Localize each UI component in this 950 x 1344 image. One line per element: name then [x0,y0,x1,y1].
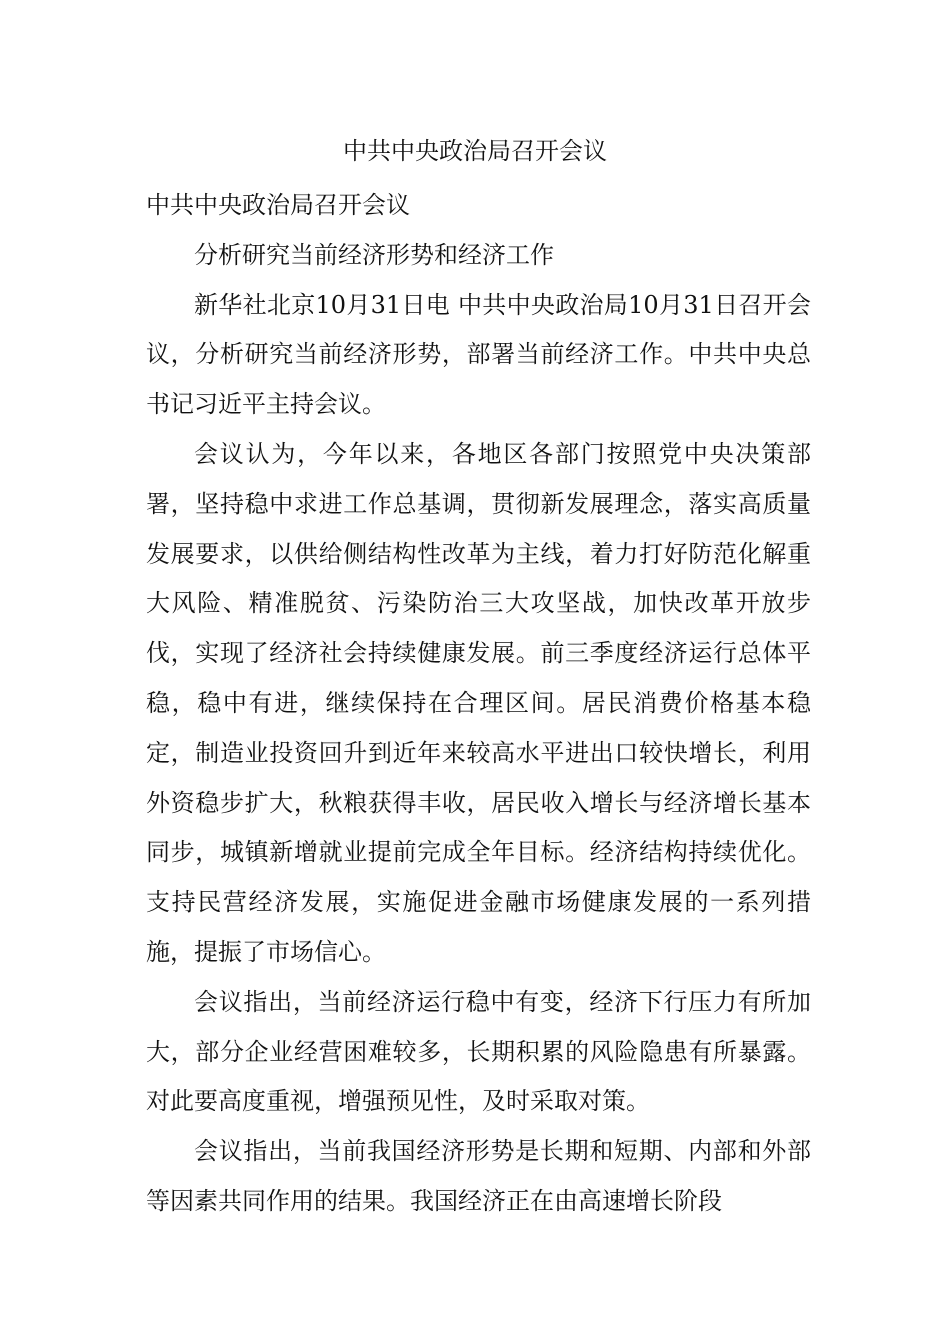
document-body [146,181,811,1227]
paragraph-economic-review: 会议认为，今年以来，各地区各部门按照党中央决策部署，坚持稳中求进工作总基调，贯彻新发展理念，落实高质量发展要求，以供给侧结构性改革为主线，着力打好防范化解重大风险、精准脱贫、污染防治三大攻坚战，加快改革开放步伐，实现了经济社会持续健康发展。前三季度经济运行总体平稳，稳中有进，继续保持在合理区间。居民消费价格基本稳定，制造业投资回升到近年来较高水平进出口较快增长，利用外资稳步扩大，秋粮获得丰收，居民收入增长与经济增长基本同步，城镇新增就业提前完成全年目标。经济结构持续优化。支持民营经济发展，实施促进金融市场健康发展的一系列措施，提振了市场信心。 [146,439,811,966]
paragraph-risks: 会议指出，当前经济运行稳中有变，经济下行压力有所加大，部分企业经营困难较多，长期积累的风险隐患有所暴露。对此要高度重视，增强预见性，及时采取对策。 [146,987,811,1116]
article-subheading: 分析研究当前经济形势和经济工作 [194,240,554,269]
paragraph-situation: 会议指出，当前我国经济形势是长期和短期、内部和外部等因素共同作用的结果。我国经济正在由高速增长阶段 [146,1137,811,1215]
article-heading: 中共中央政治局召开会议 [146,191,410,219]
page-title: 中共中央政治局召开会议 [343,137,607,165]
paragraph-dateline: 新华社北京10月31日电 中共中央政治局10月31日召开会议，分析研究当前经济形势，部署当前经济工作。中共中央总书记习近平主持会议。 [146,290,811,419]
